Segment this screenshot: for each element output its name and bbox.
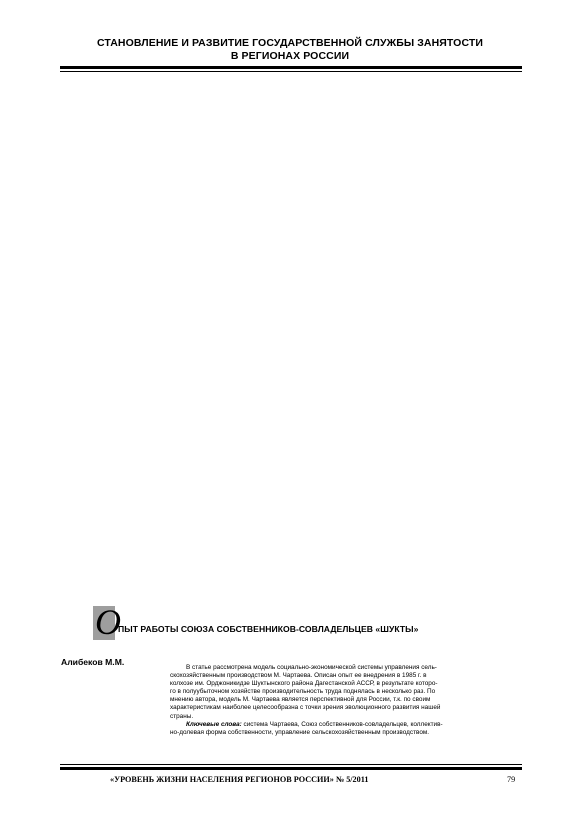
article-title-text: ПЫТ РАБОТЫ СОЮЗА СОБСТВЕННИКОВ-СОВЛАДЕЛЬЦЕВ «ШУКТЫ» <box>118 624 419 634</box>
abstract <box>170 664 522 737</box>
section-title-line-1: СТАНОВЛЕНИЕ И РАЗВИТИЕ ГОСУДАРСТВЕННОЙ СЛУЖБЫ ЗАНЯТОСТИ <box>96 37 484 49</box>
drop-cap-letter: О <box>95 602 121 642</box>
journal-title: «УРОВЕНЬ ЖИЗНИ НАСЕЛЕНИЯ РЕГИОНОВ РОССИИ» № 5/2011 <box>110 775 369 784</box>
abstract-line: скохозяйственным производством М. Чартаева. Описан опыт ее внедрения в 1985 г. в <box>170 672 427 680</box>
keywords-label: Ключевые слова: <box>186 720 242 728</box>
abstract-line: В статье рассмотрена модель социально-экономической системы управления сель- <box>186 664 437 671</box>
drop-cap <box>93 602 121 642</box>
abstract-line: колхозе им. Орджоникидзе Шуктынского района Дагестанской АССР, в результате которо- <box>170 680 438 688</box>
header-rule <box>60 66 522 72</box>
abstract-line: страны. <box>170 712 194 720</box>
abstract-line: мнению автора, модель М. Чартаева является перспективной для России, т.к. по своим <box>170 696 431 704</box>
abstract-line: го в полуубыточном хозяйстве производительность труда поднялась в несколько раз. По <box>170 688 436 696</box>
article-title <box>93 602 419 642</box>
author-name: Алибеков М.М. <box>61 657 125 667</box>
keywords-text: система Чартаева, Союз собственников-совладельцев, коллектив- <box>241 720 443 728</box>
footer-rule <box>60 764 522 770</box>
keywords-line: но-долевая форма собственности, управление сельскохозяйственным производством. <box>170 728 430 736</box>
keywords-line <box>170 721 522 729</box>
section-title <box>60 37 520 62</box>
section-title-line-2: В РЕГИОНАХ РОССИИ <box>230 49 350 62</box>
page-number: 79 <box>507 775 516 784</box>
abstract-line: характеристикам наиболее целесообразна с точки зрения эволюционного развития нашей <box>170 704 441 712</box>
